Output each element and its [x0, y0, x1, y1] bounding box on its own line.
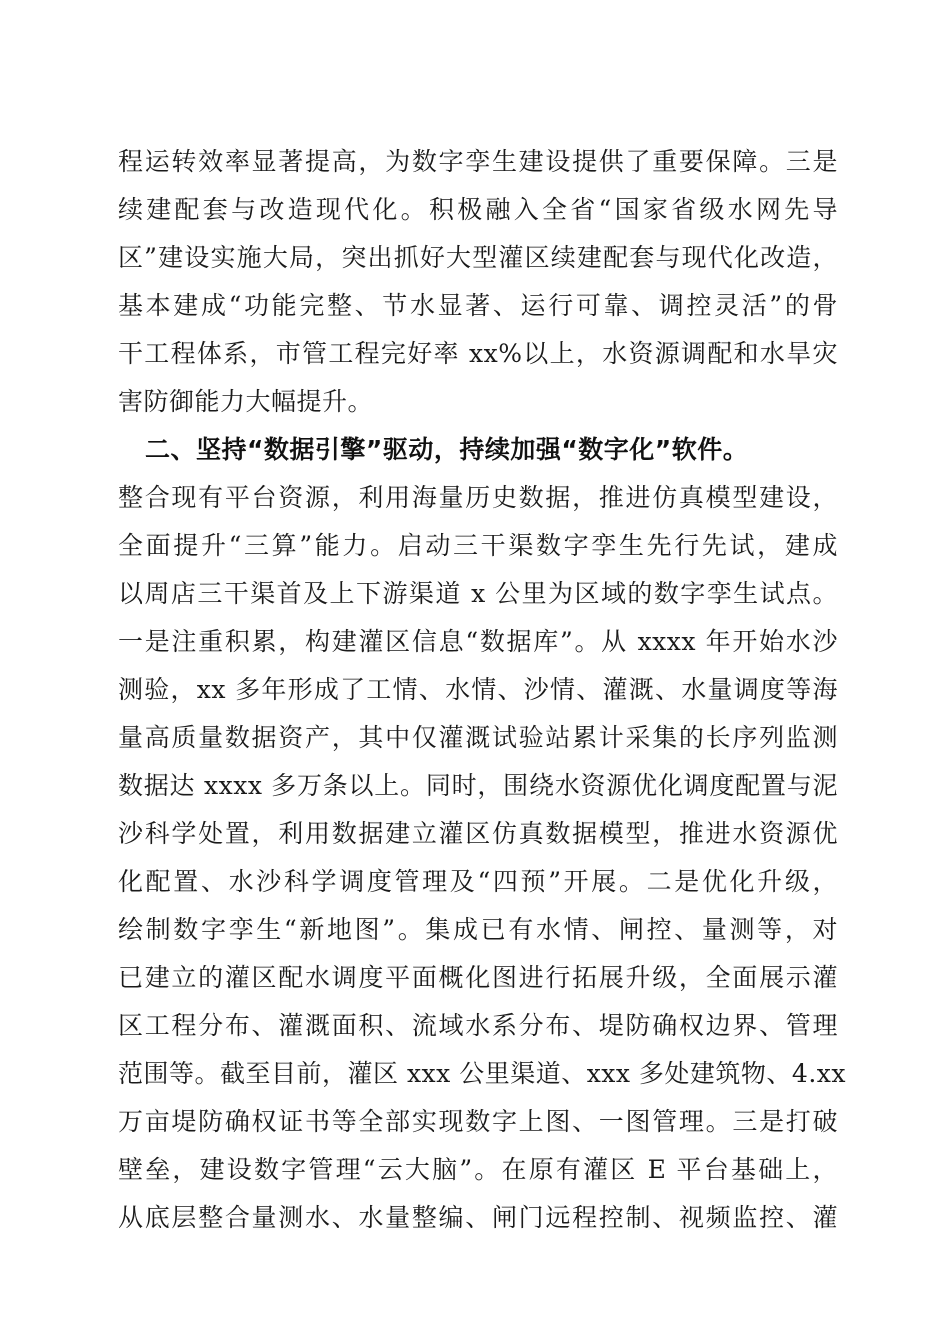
text-line: 壁垒，建设数字管理“云大脑”。在原有灌区 E 平台基础上，	[118, 1155, 838, 1184]
text-line: 已建立的灌区配水调度平面概化图进行拓展升级，全面展示灌	[118, 963, 838, 992]
text-line: 整合现有平台资源，利用海量历史数据，推进仿真模型建设，	[118, 483, 838, 512]
text-line: 一是注重积累，构建灌区信息“数据库”。从 xxxx 年开始水沙	[118, 627, 838, 656]
text-line: 绘制数字孪生“新地图”。集成已有水情、闸控、量测等，对	[118, 915, 838, 944]
text-line: 基本建成“功能完整、节水显著、运行可靠、调控灵活”的骨	[118, 291, 838, 320]
text-line: 化配置、水沙科学调度管理及“四预”开展。二是优化升级，	[118, 867, 838, 896]
text-line: 程运转效率显著提高，为数字孪生建设提供了重要保障。三是	[118, 147, 838, 176]
text-line: 以周店三干渠首及上下游渠道 x 公里为区域的数字孪生试点。	[118, 579, 838, 608]
text-line: 万亩堤防确权证书等全部实现数字上图、一图管理。三是打破	[118, 1107, 838, 1136]
text-line: 区工程分布、灌溉面积、流域水系分布、堤防确权边界、管理	[118, 1011, 838, 1040]
text-line: 害防御能力大幅提升。	[118, 387, 374, 416]
section-heading: 二、坚持“数据引擎”驱动，持续加强“数字化”软件。	[145, 435, 749, 464]
text-line: 沙科学处置，利用数据建立灌区仿真数据模型，推进水资源优	[118, 819, 838, 848]
text-line: 从底层整合量测水、水量整编、闸门远程控制、视频监控、灌	[118, 1203, 838, 1232]
text-line: 区”建设实施大局，突出抓好大型灌区续建配套与现代化改造，	[118, 243, 838, 272]
text-line: 续建配套与改造现代化。积极融入全省“国家省级水网先导	[118, 195, 838, 224]
text-line: 干工程体系，市管工程完好率 xx%以上，水资源调配和水旱灾	[118, 339, 838, 368]
text-line: 测验，xx 多年形成了工情、水情、沙情、灌溉、水量调度等海	[118, 675, 838, 704]
text-line: 范围等。截至目前，灌区 xxx 公里渠道、xxx 多处建筑物、4.xx	[118, 1059, 846, 1088]
text-line: 全面提升“三算”能力。启动三干渠数字孪生先行先试，建成	[118, 531, 838, 560]
text-line: 量高质量数据资产，其中仅灌溉试验站累计采集的长序列监测	[118, 723, 838, 752]
text-line: 数据达 xxxx 多万条以上。同时，围绕水资源优化调度配置与泥	[118, 771, 838, 800]
